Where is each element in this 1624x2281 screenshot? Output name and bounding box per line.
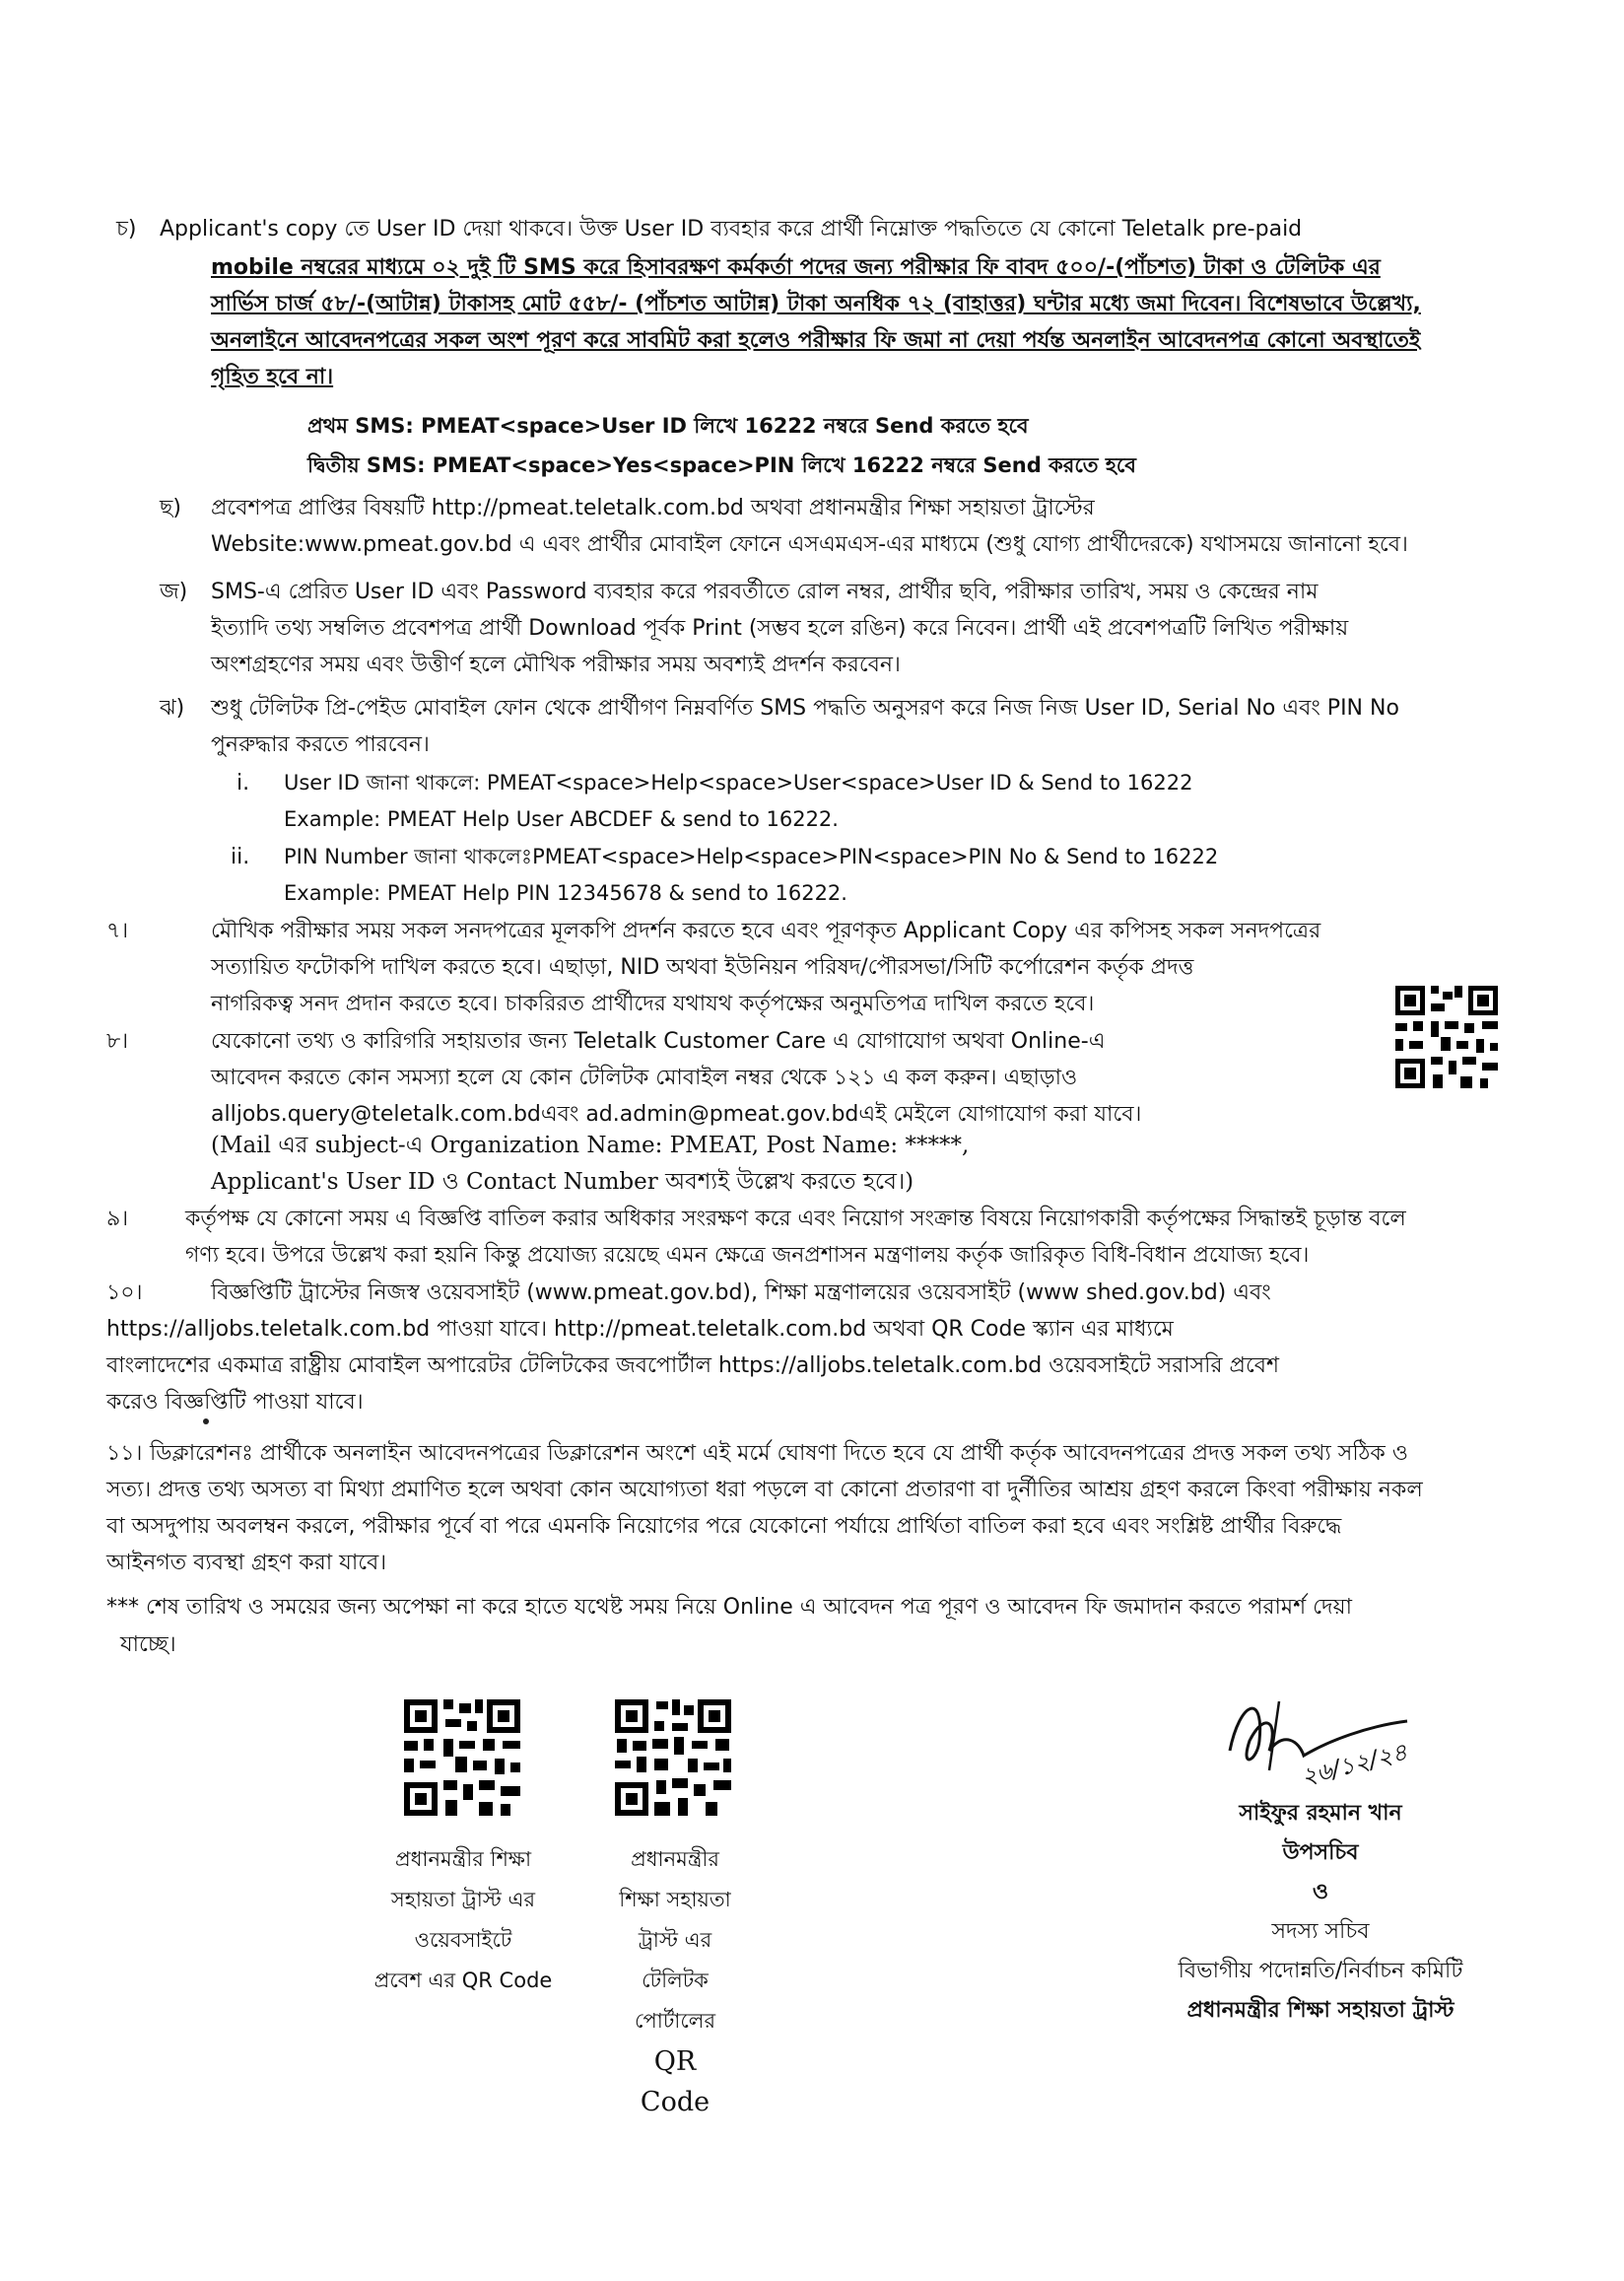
side-qr-code bbox=[1391, 982, 1502, 1092]
item-10-line-2: https://alljobs.teletalk.com.bd পাওয়া যাবে। http://pmeat.teletalk.com.bd অথবা QR Code স্ক্যান এর মাধ্যমে bbox=[106, 1317, 1174, 1342]
item-8-line-3: alljobs.query@teletalk.com.bdএবং ad.admin@pmeat.gov.bdএই মেইলে যোগাযোগ করা যাবে। bbox=[211, 1102, 1142, 1127]
deadline-note bbox=[106, 1589, 1537, 1625]
caption-left-line-4: প্রবেশ এর QR Code bbox=[373, 1969, 553, 1992]
signatory-committee: বিভাগীয় পদোন্নতি/নির্বাচন কমিটি bbox=[1178, 1959, 1463, 1983]
signatory-title: উপসচিব bbox=[1282, 1840, 1359, 1865]
deadline-note-line-2: যাচ্ছে। bbox=[120, 1632, 176, 1657]
caption-right-line-1: প্রধানমন্ত্রীর bbox=[631, 1847, 719, 1871]
signatory-role: সদস্য সচিব bbox=[1271, 1919, 1370, 1944]
item-jha-line-2: পুনরুদ্ধার করতে পারবেন। bbox=[211, 732, 430, 757]
sub-item-marker-1: i. bbox=[237, 771, 250, 795]
item-ja-line-2: ইত্যাদি তথ্য সম্বলিত প্রবেশপত্র প্রার্থী Download পূর্বক Print (সম্ভব হলে রঙিন) করে নিবেন। প্রার্থী এই প্রবেশপত্রটি লিখিত পরীক্ষায় bbox=[211, 616, 1349, 641]
item-marker-10: ১০। bbox=[106, 1280, 143, 1305]
sub-item-2-line-1: PIN Number জানা থাকলেঃPMEAT<space>Help<space>PIN<space>PIN No & Send to 16222 bbox=[284, 845, 1219, 868]
item-9-line-2: গণ্য হবে। উপরে উল্লেখ করা হয়নি কিন্তু প্রযোজ্য রয়েছে এমন ক্ষেত্রে জনপ্রশাসন মন্ত্রণালয় কর্তৃক জারিকৃত বিধি-বিধান প্রযোজ্য হবে। bbox=[185, 1243, 1310, 1268]
sub-item-1-line-2: Example: PMEAT Help User ABCDEF & send to 16222. bbox=[284, 807, 839, 831]
sub-item-1 bbox=[284, 765, 1525, 838]
item-ja-line-1: SMS-এ প্রেরিত User ID এবং Password ব্যবহার করে পরবর্তীতে রোল নম্বর, প্রার্থীর ছবি, পরীক্ষার তারিখ, সময় ও কেন্দ্রের নাম bbox=[211, 580, 1319, 604]
item-ja-line-3: অংশগ্রহণের সময় এবং উত্তীর্ণ হলে মৌখিক পরীক্ষার সময় অবশ্যই প্রদর্শন করবেন। bbox=[211, 653, 901, 677]
item-marker-ja: জ) bbox=[160, 580, 188, 604]
item-cha-emphasis bbox=[211, 249, 1537, 395]
caption-left-line-2: সহায়তা ট্রাস্ট এর bbox=[390, 1888, 536, 1911]
sms-first: প্রথম SMS: PMEAT<space>User ID লিখে 16222 নম্বরে Send করতে হবে bbox=[307, 414, 1029, 438]
item-marker-9: ৯। bbox=[106, 1207, 129, 1231]
caption-right-line-6: QR bbox=[653, 2046, 697, 2077]
item-8-line-4: (Mail এর subject-এ Organization Name: PMEAT, Post Name: *****, bbox=[211, 1133, 970, 1158]
trust-website-qr bbox=[400, 1695, 524, 1820]
signature-date: ২৬/১২/২৪ bbox=[1298, 1737, 1410, 1791]
sub-item-1-line-1: User ID জানা থাকলে: PMEAT<space>Help<space>User<space>User ID & Send to 16222 bbox=[284, 771, 1193, 795]
item-ja-text bbox=[211, 574, 1537, 683]
qr-code-icon bbox=[611, 1695, 735, 1820]
item-chha-text bbox=[211, 490, 1537, 563]
item-10-text-first: বিজ্ঞপ্তিটি ট্রাস্টের নিজস্ব ওয়েবসাইট (www.pmeat.gov.bd), শিক্ষা মন্ত্রণালয়ের ওয়েবসাইট (www shed.gov.bd) এবং bbox=[211, 1280, 1271, 1305]
caption-right-line-2: শিক্ষা সহায়তা bbox=[619, 1888, 731, 1911]
deadline-note-line-1: *** শেষ তারিখ ও সময়ের জন্য অপেক্ষা না করে হাতে যথেষ্ট সময় নিয়ে Online এ আবেদন পত্র পূরণ ও আবেদন ফি জমাদান করতে পরামর্শ দেয়া bbox=[106, 1595, 1352, 1620]
sub-item-marker-2: ii. bbox=[231, 845, 250, 869]
qr-code-icon bbox=[1391, 982, 1502, 1092]
item-cha-line-4: অনলাইনে আবেদনপত্রের সকল অংশ পূরণ করে সাবমিট করা হলেও পরীক্ষার ফি জমা না দেয়া পর্যন্ত অনলাইন আবেদনপত্র কোনো অবস্থাতেই bbox=[211, 328, 1421, 353]
item-cha-text bbox=[160, 211, 1537, 247]
signature-block bbox=[1123, 1794, 1518, 2031]
item-marker-jha: ঝ) bbox=[160, 696, 185, 721]
sms-second: দ্বিতীয় SMS: PMEAT<space>Yes<space>PIN লিখে 16222 নম্বরে Send করতে হবে bbox=[307, 453, 1136, 477]
caption-left-line-1: প্রধানমন্ত্রীর শিক্ষা bbox=[394, 1847, 532, 1871]
caption-right-line-5: পোর্টালের bbox=[634, 2009, 716, 2033]
signatory-and: ও bbox=[1312, 1880, 1329, 1904]
sub-item-2-line-2: Example: PMEAT Help PIN 12345678 & send to 16222. bbox=[284, 881, 847, 905]
caption-right-line-4: টেলিটক bbox=[642, 1969, 709, 1992]
item-10-line-4: করেও বিজ্ঞপ্তিটি পাওয়া যাবে। bbox=[106, 1390, 364, 1415]
item-8-mail-note bbox=[211, 1128, 1354, 1201]
item-11-text-first: ডিক্লারেশনঃ প্রার্থীকে অনলাইন আবেদনপত্রের ডিক্লারেশন অংশে এই মর্মে ঘোষণা দিতে হবে যে প্রার্থী কর্তৃক আবেদনপত্রের প্রদত্ত সকল তথ্য সঠিক ও bbox=[150, 1441, 1408, 1466]
item-8-line-2: আবেদন করতে কোন সমস্যা হলে যে কোন টেলিটক মোবাইল নম্বর থেকে ১২১ এ কল করুন। এছাড়াও bbox=[211, 1066, 1078, 1090]
item-cha-line-3: সার্ভিস চার্জ ৫৮/-(আটান্ন) টাকাসহ মোট ৫৫৮/- (পাঁচশত আটান্ন) টাকা অনধিক ৭২ (বাহাত্তর) ঘন্টার মধ্যে জমা দিবেন। বিশেষভাবে উল্লেখ্য, bbox=[211, 292, 1421, 316]
signatory-name: সাইফুর রহমান খান bbox=[1239, 1801, 1402, 1826]
item-8-line-5: Applicant's User ID ও Contact Number অবশ্যই উল্লেখ করতে হবে।) bbox=[211, 1169, 914, 1195]
signatory-org: প্রধানমন্ত্রীর শিক্ষা সহায়তা ট্রাস্ট bbox=[1186, 1998, 1455, 2023]
item-marker-chha: ছ) bbox=[160, 496, 181, 520]
item-cha-line-1: Applicant's copy তে User ID দেয়া থাকবে। উক্ত User ID ব্যবহার করে প্রার্থী নিম্নোক্ত পদ্ধতিতে যে কোনো Teletalk pre-paid bbox=[160, 217, 1303, 242]
item-marker-7: ৭। bbox=[106, 919, 129, 943]
item-11-text bbox=[106, 1472, 1537, 1581]
trust-website-qr-caption bbox=[355, 1839, 572, 2001]
sub-item-2 bbox=[284, 839, 1525, 912]
item-8-line-1: যেকোনো তথ্য ও কারিগরি সহায়তার জন্য Teletalk Customer Care এ যোগাযোগ অথবা Online-এ bbox=[211, 1029, 1106, 1054]
item-7-text-last: নাগরিকত্ব সনদ প্রদান করতে হবে। চাকরিরত প্রার্থীদের যথাযথ কর্তৃপক্ষের অনুমতিপত্র দাখিল করতে হবে। bbox=[211, 992, 1095, 1016]
item-8-text bbox=[211, 1023, 1354, 1133]
item-chha-line-2: Website:www.pmeat.gov.bd এ এবং প্রার্থীর মোবাইল ফোনে এসএমএস-এর মাধ্যমে (শুধু যোগ্য প্রার্থীদেরকে) যথাসময়ে জানানো হবে। bbox=[211, 532, 1408, 557]
item-7-line-2: সত্যায়িত ফটোকপি দাখিল করতে হবে। এছাড়া, NID অথবা ইউনিয়ন পরিষদ/পৌরসভা/সিটি কর্পোরেশন কর্তৃক প্রদত্ত bbox=[211, 955, 1194, 980]
item-cha-line-5: গৃহিত হবে না। bbox=[211, 365, 334, 389]
item-7-line-1: মৌখিক পরীক্ষার সময় সকল সনদপত্রের মূলকপি প্রদর্শন করতে হবে এবং পূরণকৃত Applicant Copy এর কপিসহ সকল সনদপত্রের bbox=[211, 919, 1321, 943]
item-9-text bbox=[185, 1201, 1537, 1274]
item-11-line-2: সত্য। প্রদত্ত তথ্য অসত্য বা মিথ্যা প্রমাণিত হলে অথবা কোন অযোগ্যতা ধরা পড়লে বা কোনো প্রতারণা বা দুর্নীতির আশ্রয় গ্রহণ করলে কিংবা পরীক্ষায় নকল bbox=[106, 1478, 1423, 1502]
teletalk-portal-qr bbox=[611, 1695, 735, 1820]
item-9-line-1: কর্তৃপক্ষ যে কোনো সময় এ বিজ্ঞপ্তি বাতিল করার অধিকার সংরক্ষণ করে এবং নিয়োগ সংক্রান্ত বিষয়ে নিয়োগকারী কর্তৃপক্ষের সিদ্ধান্তই চূড়ান্ত বলে bbox=[185, 1207, 1406, 1231]
item-7-text bbox=[211, 913, 1537, 986]
item-11-line-4: আইনগত ব্যবস্থা গ্রহণ করা যাবে। bbox=[106, 1551, 387, 1575]
caption-left-line-3: ওয়েবসাইটে bbox=[414, 1928, 512, 1952]
stray-dot bbox=[203, 1418, 209, 1424]
item-marker-11: ১১। bbox=[106, 1441, 143, 1466]
item-marker-8: ৮। bbox=[106, 1029, 129, 1054]
item-chha-line-1: প্রবেশপত্র প্রাপ্তির বিষয়টি http://pmeat.teletalk.com.bd অথবা প্রধানমন্ত্রীর শিক্ষা সহায়তা ট্রাস্টের bbox=[211, 496, 1095, 520]
teletalk-portal-qr-caption bbox=[581, 1839, 769, 2122]
item-jha-text bbox=[211, 690, 1537, 763]
qr-code-icon bbox=[400, 1695, 524, 1820]
item-11-line-3: বা অসদুপায় অবলম্বন করলে, পরীক্ষার পূর্বে বা পরে এমনকি নিয়োগের পরে যেকোনো পর্যায়ে প্রার্থিতা বাতিল করা হবে এবং সংশ্লিষ্ট প্রার্থীর বিরুদ্ধে bbox=[106, 1514, 1342, 1539]
item-cha-line-2: mobile নম্বরের মাধ্যমে ০২ দুই টি SMS করে হিসাবরক্ষণ কর্মকর্তা পদের জন্য পরীক্ষার ফি বাবদ ৫০০/-(পাঁচশত) টাকা ও টেলিটক এর bbox=[211, 255, 1381, 280]
caption-right-line-3: ট্রাস্ট এর bbox=[638, 1928, 712, 1952]
item-jha-line-1: শুধু টেলিটক প্রি-পেইড মোবাইল ফোন থেকে প্রার্থীগণ নিম্নবর্ণিত SMS পদ্ধতি অনুসরণ করে নিজ নিজ User ID, Serial No এবং PIN No bbox=[211, 696, 1399, 721]
item-marker-cha: চ) bbox=[116, 217, 137, 242]
caption-right-line-7: Code bbox=[640, 2087, 710, 2117]
item-10-text bbox=[106, 1311, 1537, 1420]
item-10-line-3: বাংলাদেশের একমাত্র রাষ্ট্রীয় মোবাইল অপারেটর টেলিটকের জবপোর্টাল https://alljobs.teletalk.com.bd ওয়েবসাইটে সরাসরি প্রবেশ bbox=[106, 1353, 1280, 1378]
